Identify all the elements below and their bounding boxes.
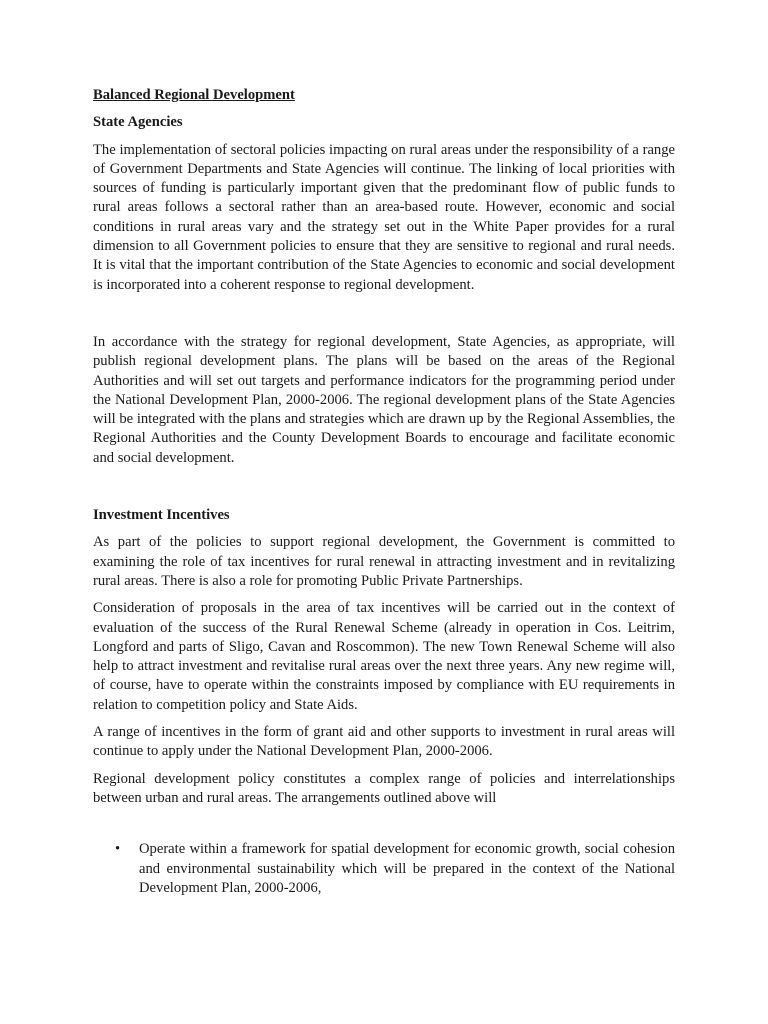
list-item-text: Operate within a framework for spatial development for economic growth, social cohesion and environmental sustainability which will be prepared in the context of the National Development Plan, 2000-2006, — [139, 841, 675, 896]
document-title: Balanced Regional Development — [93, 87, 295, 103]
paragraph-investment-4: Regional development policy constitutes a complex range of policies and interrelationships between urban and rural areas. The arrangements outlined above will — [93, 770, 675, 806]
paragraph-investment-2: Consideration of proposals in the area of tax incentives will be carried out in the context of evaluation of the success of the Rural Renewal Scheme (already in operation in Cos. Leitrim, Longford and parts of Sligo, Cavan and Roscommon). The new Town Renewal Scheme will also help to attract investment and revitalise rural areas over the next three years. Any new regime will, of course, have to operate within the constraints imposed by compliance with EU requirements in relation to competition policy and State Aids. — [93, 600, 675, 713]
list-item — [93, 840, 675, 898]
heading-state-agencies: State Agencies — [93, 114, 183, 131]
paragraph-investment-3: A range of incentives in the form of grant aid and other supports to investment in rural areas will continue to apply under the National Development Plan, 2000-2006. — [93, 724, 675, 760]
bullet-icon: • — [115, 841, 121, 858]
paragraph-state-agencies-1: The implementation of sectoral policies impacting on rural areas under the responsibility of a range of Government Departments and State Agencies will continue. The linking of local priorities with sources of funding is particularly important given that the predominant flow of public funds to rural areas follows a sectoral rather than an area-based route. However, economic and social conditions in rural areas vary and the strategy set out in the White Paper provides for a rural dimension to all Government policies to ensure that they are sensitive to regional and rural needs. It is vital that the important contribution of the State Agencies to economic and social development is incorporated into a coherent response to regional development. — [93, 141, 675, 293]
paragraph-investment-1: As part of the policies to support regional development, the Government is committed to examining the role of tax incentives for rural renewal in attracting investment and in revitalizing rural areas. There is also a role for promoting Public Private Partnerships. — [93, 534, 675, 589]
heading-investment-incentives: Investment Incentives — [93, 507, 230, 524]
document-page — [93, 86, 675, 898]
bullet-list — [93, 840, 675, 898]
paragraph-state-agencies-2: In accordance with the strategy for regional development, State Agencies, as appropriate, will publish regional development plans. The plans will be based on the areas of the Regional Authorities and will set out targets and performance indicators for the programming period under the National Development Plan, 2000-2006. The regional development plans of the State Agencies will be integrated with the plans and strategies which are drawn up by the Regional Assemblies, the Regional Authorities and the County Development Boards to encourage and facilitate economic and social development. — [93, 333, 675, 466]
